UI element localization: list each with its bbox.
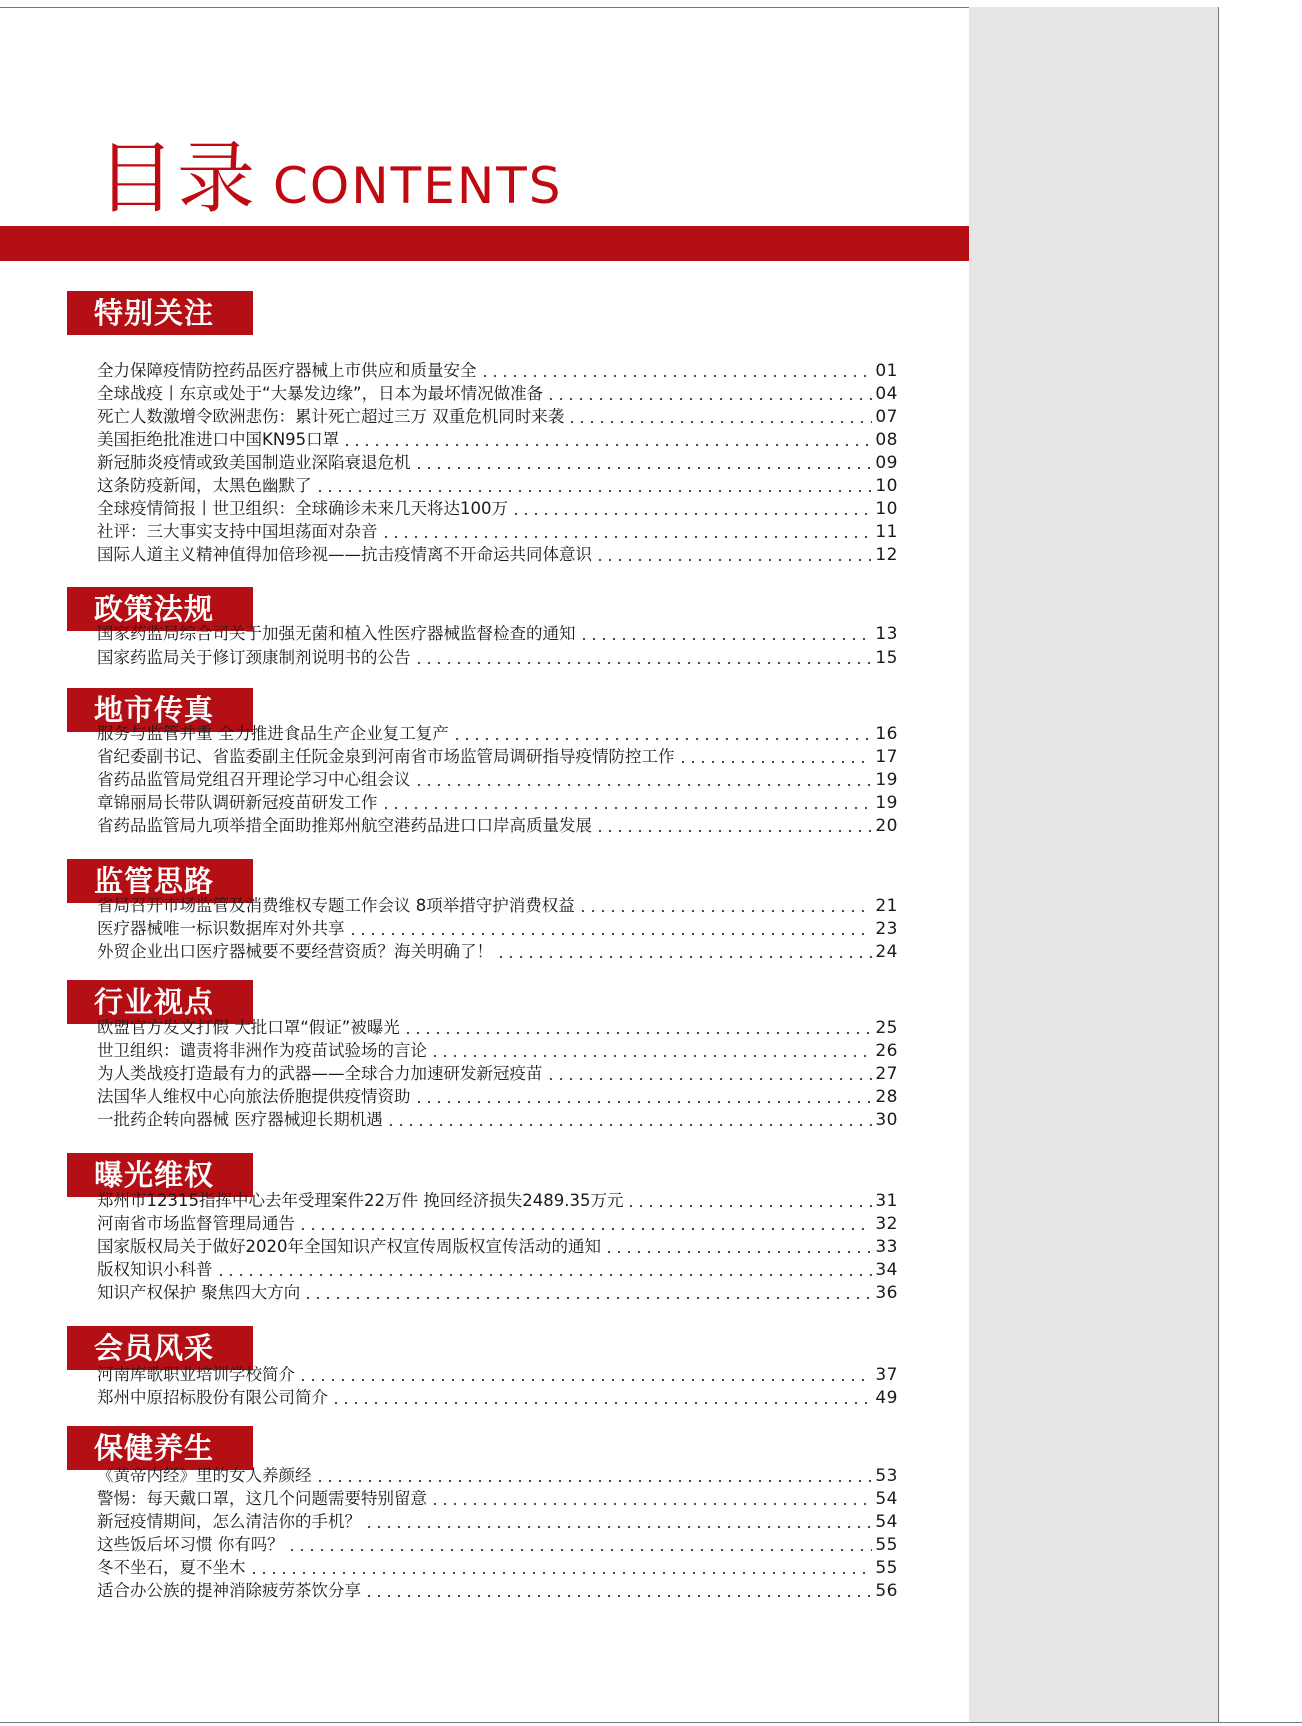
toc-entry[interactable] xyxy=(97,474,898,497)
toc-entry-title: 这些饭后坏习惯 你有吗？ xyxy=(97,1535,284,1554)
dot-leader xyxy=(315,480,873,494)
dot-leader xyxy=(414,1091,873,1105)
toc-entry[interactable] xyxy=(97,1039,898,1062)
toc-entry-title: 省纪委副书记、省监委副主任阮金泉到河南省市场监管局调研指导疫情防控工作 xyxy=(97,747,675,766)
dot-leader xyxy=(414,457,873,471)
dot-leader xyxy=(452,728,873,742)
dot-leader xyxy=(342,434,872,448)
dot-leader xyxy=(567,411,872,425)
dot-leader xyxy=(414,774,873,788)
toc-entry[interactable] xyxy=(97,451,898,474)
toc-entry-title: 新冠疫情期间，怎么清洁你的手机？ xyxy=(97,1512,361,1531)
toc-entry[interactable] xyxy=(97,894,898,917)
section-heading: 政策法规 xyxy=(67,587,253,631)
toc-entry-title: 新冠肺炎疫情或致美国制造业深陷衰退危机 xyxy=(97,453,411,472)
toc-page-number: 19 xyxy=(875,793,898,813)
dot-leader xyxy=(381,526,873,540)
toc-entry[interactable] xyxy=(97,917,898,940)
toc-entry[interactable] xyxy=(97,1062,898,1085)
toc-page-number: 30 xyxy=(875,1110,898,1130)
dot-leader xyxy=(364,1585,872,1599)
toc-page-number: 55 xyxy=(875,1558,898,1578)
toc-entry-title: 冬不坐石，夏不坐木 xyxy=(97,1558,246,1577)
toc-entry-title: 版权知识小科普 xyxy=(97,1260,213,1279)
dot-leader xyxy=(496,946,872,960)
toc-entry[interactable] xyxy=(97,1533,898,1556)
section-heading: 监管思路 xyxy=(67,859,253,903)
toc-page-number: 34 xyxy=(875,1260,898,1280)
toc-entry-title: 这条防疫新闻，太黑色幽默了 xyxy=(97,476,312,495)
toc-entry-title: 一批药企转向器械 医疗器械迎长期机遇 xyxy=(97,1110,383,1129)
section-heading: 保健养生 xyxy=(67,1426,253,1470)
section-heading: 会员风采 xyxy=(67,1326,253,1370)
toc-page-number: 23 xyxy=(875,919,898,939)
toc-page-number: 16 xyxy=(875,724,898,744)
toc-entry-title: 河南库歌职业培训学校简介 xyxy=(97,1365,295,1384)
toc-entry[interactable] xyxy=(97,382,898,405)
side-panel xyxy=(969,7,1219,1722)
toc-entry[interactable] xyxy=(97,497,898,520)
dot-leader xyxy=(287,1539,873,1553)
toc-entry[interactable] xyxy=(97,622,898,645)
toc-page-number: 21 xyxy=(875,896,898,916)
toc-entry[interactable] xyxy=(97,1363,898,1386)
toc-entry-title: 适合办公族的提神消除疲劳茶饮分享 xyxy=(97,1581,361,1600)
toc-page-number: 07 xyxy=(875,407,898,427)
toc-entry-title: 外贸企业出口医疗器械要不要经营资质？海关明确了！ xyxy=(97,942,493,961)
toc-page-number: 15 xyxy=(875,648,898,668)
dot-leader xyxy=(430,1045,872,1059)
toc-page-number: 09 xyxy=(875,453,898,473)
toc-entry-title: 欧盟官方发文打假 大批口罩“假证”被曝光 xyxy=(97,1018,400,1037)
toc-entry[interactable] xyxy=(97,722,898,745)
toc-page-number: 20 xyxy=(875,816,898,836)
title-english: CONTENTS xyxy=(273,157,563,215)
dot-leader xyxy=(216,1264,873,1278)
toc-entry[interactable] xyxy=(97,1579,898,1602)
toc-entry[interactable] xyxy=(97,405,898,428)
toc-entry-title: 章锦丽局长带队调研新冠疫苗研发工作 xyxy=(97,793,378,812)
toc-entry[interactable] xyxy=(97,1510,898,1533)
toc-entry-title: 法国华人维权中心向旅法侨胞提供疫情资助 xyxy=(97,1087,411,1106)
toc-entry[interactable] xyxy=(97,791,898,814)
toc-page-number: 10 xyxy=(875,476,898,496)
toc-entry-title: 国家版权局关于做好2020年全国知识产权宣传周版权宣传活动的通知 xyxy=(97,1237,601,1256)
toc-entry[interactable] xyxy=(97,1189,898,1212)
toc-page-number: 49 xyxy=(875,1388,898,1408)
toc-entry[interactable] xyxy=(97,646,898,669)
dot-leader xyxy=(348,923,873,937)
toc-page-number: 17 xyxy=(875,747,898,767)
toc-entry-title: 死亡人数激增令欧洲悲伤：累计死亡超过三万 双重危机同时来袭 xyxy=(97,407,565,426)
section-heading: 曝光维权 xyxy=(67,1153,253,1197)
dot-leader xyxy=(595,820,872,834)
title-chinese: 目录 xyxy=(97,134,258,224)
toc-entry-title: 美国拒绝批准进口中国KN95口罩 xyxy=(97,430,340,449)
toc-page-number: 27 xyxy=(875,1064,898,1084)
toc-entry[interactable] xyxy=(97,1016,898,1039)
toc-entry-title: 全力保障疫情防控药品医疗器械上市供应和质量安全 xyxy=(97,361,477,380)
toc-entry-title: 医疗器械唯一标识数据库对外共享 xyxy=(97,919,345,938)
dot-leader xyxy=(298,1218,872,1232)
toc-entry[interactable] xyxy=(97,359,898,382)
toc-entry[interactable] xyxy=(97,1487,898,1510)
toc-page-number: 55 xyxy=(875,1535,898,1555)
toc-entry[interactable] xyxy=(97,814,898,837)
dot-leader xyxy=(579,628,873,642)
dot-leader xyxy=(249,1562,873,1576)
toc-page-number: 37 xyxy=(875,1365,898,1385)
toc-entry-title: 世卫组织：谴责将非洲作为疫苗试验场的言论 xyxy=(97,1041,427,1060)
toc-entry[interactable] xyxy=(97,1556,898,1579)
toc-page-number: 53 xyxy=(875,1466,898,1486)
toc-page-number: 54 xyxy=(875,1489,898,1509)
toc-page-number: 56 xyxy=(875,1581,898,1601)
toc-page-number: 19 xyxy=(875,770,898,790)
toc-page-number: 01 xyxy=(875,361,898,381)
toc-page-number: 11 xyxy=(875,522,898,542)
dot-leader xyxy=(546,388,872,402)
toc-entry[interactable] xyxy=(97,1085,898,1108)
page-title xyxy=(97,133,563,228)
toc-page-number: 08 xyxy=(875,430,898,450)
dot-leader xyxy=(430,1493,872,1507)
toc-entry[interactable] xyxy=(97,428,898,451)
toc-entry[interactable] xyxy=(97,1235,898,1258)
section-heading: 行业视点 xyxy=(67,980,253,1024)
toc-entry-title: 国家药监局综合司关于加强无菌和植入性医疗器械监督检查的通知 xyxy=(97,624,576,643)
toc-entry[interactable] xyxy=(97,745,898,768)
toc-entry-title: 省药品监管局九项举措全面助推郑州航空港药品进口口岸高质量发展 xyxy=(97,816,592,835)
toc-entry-title: 警惕：每天戴口罩，这几个问题需要特别留意 xyxy=(97,1489,427,1508)
toc-entry-title: 河南省市场监督管理局通告 xyxy=(97,1214,295,1233)
dot-leader xyxy=(678,751,873,765)
toc-entry-title: 为人类战疫打造最有力的武器——全球合力加速研发新冠疫苗 xyxy=(97,1064,543,1083)
toc-entry[interactable] xyxy=(97,1212,898,1235)
toc-entry[interactable] xyxy=(97,940,898,963)
toc-entry-title: 《黄帝内经》里的女人养颜经 xyxy=(97,1466,312,1485)
dot-leader xyxy=(480,365,873,379)
toc-entry[interactable] xyxy=(97,1281,898,1304)
toc-entry-title: 省药品监管局党组召开理论学习中心组会议 xyxy=(97,770,411,789)
toc-entry-title: 省局召开市场监管及消费维权专题工作会议 8项举措守护消费权益 xyxy=(97,896,575,915)
toc-entry-title: 全球战疫丨东京或处于“大暴发边缘”，日本为最坏情况做准备 xyxy=(97,384,544,403)
toc-page-number: 36 xyxy=(875,1283,898,1303)
toc-entry[interactable] xyxy=(97,1386,898,1409)
dot-leader xyxy=(595,549,872,563)
title-red-band xyxy=(0,226,969,261)
toc-entry[interactable] xyxy=(97,520,898,543)
dot-leader xyxy=(331,1392,872,1406)
toc-page-number: 12 xyxy=(875,545,898,565)
section-heading: 特别关注 xyxy=(67,291,253,335)
toc-entry-title: 服务与监管并重 全力推进食品生产企业复工复产 xyxy=(97,724,449,743)
toc-entry[interactable] xyxy=(97,1108,898,1131)
toc-entry[interactable] xyxy=(97,1258,898,1281)
dot-leader xyxy=(403,1022,873,1036)
toc-page-number: 25 xyxy=(875,1018,898,1038)
dot-leader xyxy=(626,1195,872,1209)
toc-entry-title: 社评：三大事实支持中国坦荡面对杂音 xyxy=(97,522,378,541)
toc-page-number: 28 xyxy=(875,1087,898,1107)
toc-entry[interactable] xyxy=(97,768,898,791)
toc-page-number: 04 xyxy=(875,384,898,404)
dot-leader xyxy=(546,1068,873,1082)
toc-page-number: 24 xyxy=(875,942,898,962)
section-heading: 地市传真 xyxy=(67,688,253,732)
toc-page-number: 26 xyxy=(875,1041,898,1061)
dot-leader xyxy=(604,1241,872,1255)
dot-leader xyxy=(511,503,872,517)
dot-leader xyxy=(298,1369,872,1383)
toc-page-number: 33 xyxy=(875,1237,898,1257)
toc-page-number: 13 xyxy=(875,624,898,644)
toc-page-number: 54 xyxy=(875,1512,898,1532)
toc-page-number: 32 xyxy=(875,1214,898,1234)
dot-leader xyxy=(386,1114,873,1128)
dot-leader xyxy=(381,797,873,811)
toc-page-number: 31 xyxy=(875,1191,898,1211)
toc-entry[interactable] xyxy=(97,543,898,566)
dot-leader xyxy=(414,652,873,666)
toc-entry-title: 全球疫情简报丨世卫组织：全球确诊未来几天将达100万 xyxy=(97,499,508,518)
toc-entry-title: 知识产权保护 聚焦四大方向 xyxy=(97,1283,301,1302)
bottom-border-line xyxy=(0,1722,1302,1723)
toc-entry-title: 郑州市12315指挥中心去年受理案件22万件 挽回经济损失2489.35万元 xyxy=(97,1191,624,1210)
toc-entry-title: 国家药监局关于修订颈康制剂说明书的公告 xyxy=(97,648,411,667)
dot-leader xyxy=(364,1516,872,1530)
dot-leader xyxy=(315,1470,873,1484)
dot-leader xyxy=(578,900,873,914)
toc-entry-title: 郑州中原招标股份有限公司简介 xyxy=(97,1388,328,1407)
toc-page-number: 10 xyxy=(875,499,898,519)
toc-entry[interactable] xyxy=(97,1464,898,1487)
toc-entry-title: 国际人道主义精神值得加倍珍视——抗击疫情离不开命运共同体意识 xyxy=(97,545,592,564)
dot-leader xyxy=(303,1287,872,1301)
